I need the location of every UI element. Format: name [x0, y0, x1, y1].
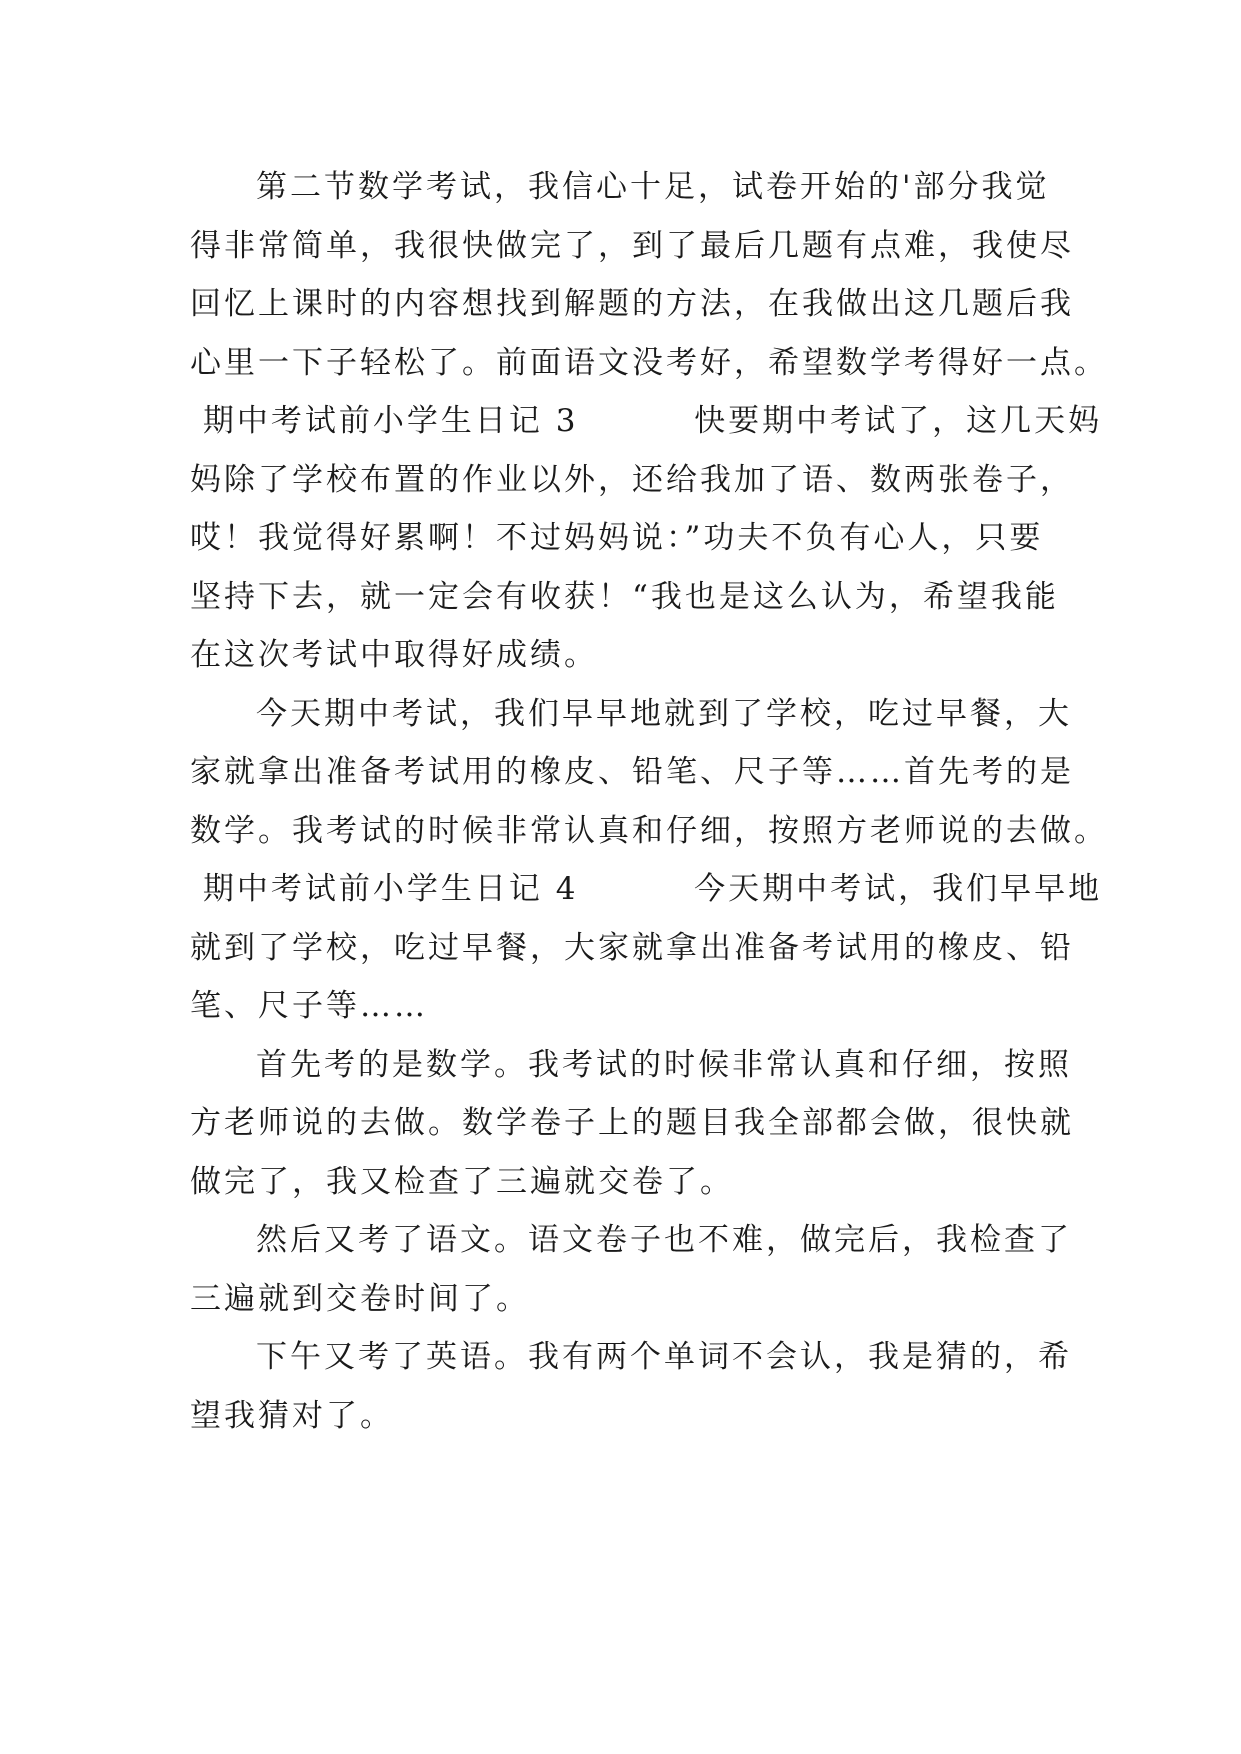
- text-line: 妈除了学校布置的作业以外，还给我加了语、数两张卷子，: [190, 461, 1074, 498]
- text-line: 下午又考了英语。我有两个单词不会认，我是猜的，希: [256, 1339, 1072, 1375]
- text-line: 望我猜对了。: [190, 1397, 394, 1434]
- text-line: 坚持下去，就一定会有收获！“我也是这么认为，希望我能: [190, 578, 1059, 615]
- diary-heading-line: 期中考试前小学生日记 3 快要期中考试了，这几天妈: [190, 403, 1103, 439]
- text-line: 哎！我觉得好累啊！不过妈妈说：”功夫不负有心人，只要: [190, 520, 1044, 556]
- text-line: 第二节数学考试，我信心十足，试卷开始的'部分我觉: [256, 169, 1050, 205]
- text-line: 然后又考了语文。语文卷子也不难，做完后，我检查了: [256, 1222, 1072, 1258]
- text-line: 三遍就到交卷时间了。: [190, 1280, 530, 1317]
- text-line: 今天期中考试，我们早早地就到了学校，吃过早餐，大: [256, 695, 1072, 732]
- document-body: [190, 158, 1108, 1445]
- diary-heading-line: 期中考试前小学生日记 4 今天期中考试，我们早早地: [190, 871, 1103, 907]
- text-line: 方老师说的去做。数学卷子上的题目我全部都会做，很快就: [190, 1105, 1074, 1141]
- text-line: 心里一下子轻松了。前面语文没考好，希望数学考得好一点。: [190, 344, 1108, 381]
- text-line: 回忆上课时的内容想找到解题的方法，在我做出这几题后我: [190, 286, 1074, 322]
- text-line: 首先考的是数学。我考试的时候非常认真和仔细，按照: [256, 1046, 1072, 1083]
- text-line: 数学。我考试的时候非常认真和仔细，按照方老师说的去做。: [190, 812, 1108, 849]
- text-line: 在这次考试中取得好成绩。: [190, 637, 598, 673]
- text-line: 得非常简单，我很快做完了，到了最后几题有点难，我使尽: [190, 227, 1074, 264]
- text-line: 就到了学校，吃过早餐，大家就拿出准备考试用的橡皮、铅: [190, 929, 1074, 966]
- text-line: 做完了，我又检查了三遍就交卷了。: [190, 1163, 734, 1200]
- text-line: 笔、尺子等……: [190, 988, 428, 1024]
- text-line: 家就拿出准备考试用的橡皮、铅笔、尺子等……首先考的是: [190, 754, 1074, 790]
